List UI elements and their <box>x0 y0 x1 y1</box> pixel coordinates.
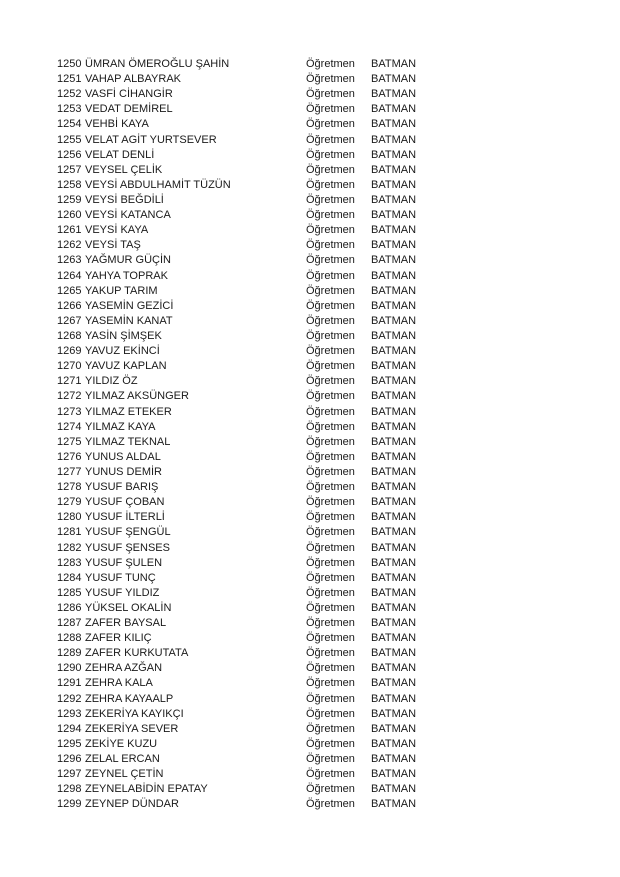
list-item <box>57 102 577 117</box>
list-item <box>57 344 577 359</box>
list-item <box>57 556 577 571</box>
list-item <box>57 87 577 102</box>
person-title: Öğretmen <box>306 420 355 433</box>
person-city: BATMAN <box>371 299 417 312</box>
person-title: Öğretmen <box>306 798 355 811</box>
list-item <box>57 661 577 676</box>
row-number: 1266 <box>57 299 82 312</box>
row-number: 1286 <box>57 601 82 614</box>
person-city: BATMAN <box>371 737 417 750</box>
person-title: Öğretmen <box>306 103 355 116</box>
person-name: YUSUF TUNÇ <box>85 571 156 584</box>
list-item <box>57 389 577 404</box>
person-title: Öğretmen <box>306 314 355 327</box>
person-name: VEHBİ KAYA <box>85 118 149 131</box>
row-number: 1258 <box>57 178 82 191</box>
person-city: BATMAN <box>371 163 417 176</box>
list-item <box>57 646 577 661</box>
person-name: ZEKERİYA KAYIKÇI <box>85 707 184 720</box>
person-city: BATMAN <box>371 465 417 478</box>
row-number: 1285 <box>57 586 82 599</box>
person-title: Öğretmen <box>306 662 355 675</box>
row-number: 1291 <box>57 677 82 690</box>
person-name: YILMAZ AKSÜNGER <box>85 390 189 403</box>
person-name: YUSUF İLTERLİ <box>85 511 165 524</box>
person-name: YUSUF ÇOBAN <box>85 496 165 509</box>
row-number: 1260 <box>57 209 82 222</box>
person-city: BATMAN <box>371 556 417 569</box>
row-number: 1259 <box>57 193 82 206</box>
row-number: 1271 <box>57 375 82 388</box>
person-title: Öğretmen <box>306 73 355 86</box>
person-title: Öğretmen <box>306 163 355 176</box>
person-title: Öğretmen <box>306 88 355 101</box>
row-number: 1262 <box>57 239 82 252</box>
row-number: 1288 <box>57 632 82 645</box>
list-item <box>57 601 577 616</box>
person-title: Öğretmen <box>306 254 355 267</box>
person-city: BATMAN <box>371 148 417 161</box>
person-city: BATMAN <box>371 209 417 222</box>
list-item <box>57 238 577 253</box>
row-number: 1287 <box>57 617 82 630</box>
person-name: ZELAL ERCAN <box>85 753 160 766</box>
person-name: YUNUS ALDAL <box>85 450 161 463</box>
person-name: ZAFER KURKUTATA <box>85 647 189 660</box>
person-city: BATMAN <box>371 375 417 388</box>
person-title: Öğretmen <box>306 405 355 418</box>
row-number: 1265 <box>57 284 82 297</box>
person-title: Öğretmen <box>306 617 355 630</box>
person-name: VASFİ CİHANGİR <box>85 88 173 101</box>
person-name: YAVUZ KAPLAN <box>85 360 167 373</box>
person-title: Öğretmen <box>306 632 355 645</box>
person-city: BATMAN <box>371 254 417 267</box>
personnel-list <box>57 57 577 812</box>
list-item <box>57 133 577 148</box>
person-title: Öğretmen <box>306 375 355 388</box>
row-number: 1256 <box>57 148 82 161</box>
person-city: BATMAN <box>371 420 417 433</box>
list-item <box>57 178 577 193</box>
person-title: Öğretmen <box>306 299 355 312</box>
list-item <box>57 57 577 72</box>
list-item <box>57 117 577 132</box>
list-item <box>57 148 577 163</box>
person-title: Öğretmen <box>306 284 355 297</box>
list-item <box>57 405 577 420</box>
person-title: Öğretmen <box>306 783 355 796</box>
row-number: 1279 <box>57 496 82 509</box>
person-name: ZEKİYE KUZU <box>85 737 158 750</box>
person-city: BATMAN <box>371 571 417 584</box>
list-item <box>57 616 577 631</box>
person-name: YAĞMUR GÜÇİN <box>85 254 171 267</box>
person-name: YUSUF YILDIZ <box>85 586 160 599</box>
list-item <box>57 269 577 284</box>
person-city: BATMAN <box>371 798 417 811</box>
list-item <box>57 722 577 737</box>
person-name: ZEHRA KALA <box>85 677 153 690</box>
person-name: ZEKERİYA SEVER <box>85 722 179 735</box>
person-city: BATMAN <box>371 435 417 448</box>
person-title: Öğretmen <box>306 753 355 766</box>
row-number: 1275 <box>57 435 82 448</box>
person-city: BATMAN <box>371 360 417 373</box>
person-name: ZEHRA KAYAALP <box>85 692 174 705</box>
list-item <box>57 495 577 510</box>
row-number: 1272 <box>57 390 82 403</box>
person-city: BATMAN <box>371 707 417 720</box>
person-title: Öğretmen <box>306 390 355 403</box>
person-title: Öğretmen <box>306 737 355 750</box>
row-number: 1263 <box>57 254 82 267</box>
list-item <box>57 223 577 238</box>
row-number: 1269 <box>57 345 82 358</box>
person-city: BATMAN <box>371 103 417 116</box>
person-title: Öğretmen <box>306 496 355 509</box>
person-name: ZEYNELABİDİN EPATAY <box>85 783 208 796</box>
person-city: BATMAN <box>371 269 417 282</box>
person-name: YAVUZ EKİNCİ <box>85 345 160 358</box>
list-item <box>57 752 577 767</box>
person-name: ZAFER BAYSAL <box>85 617 167 630</box>
row-number: 1292 <box>57 692 82 705</box>
person-title: Öğretmen <box>306 511 355 524</box>
person-city: BATMAN <box>371 314 417 327</box>
list-item <box>57 374 577 389</box>
person-title: Öğretmen <box>306 345 355 358</box>
person-name: ZEYNEL ÇETİN <box>85 768 164 781</box>
person-title: Öğretmen <box>306 541 355 554</box>
row-number: 1264 <box>57 269 82 282</box>
list-item <box>57 692 577 707</box>
person-name: YUSUF ŞULEN <box>85 556 163 569</box>
person-name: YUSUF ŞENGÜL <box>85 526 171 539</box>
person-city: BATMAN <box>371 647 417 660</box>
person-city: BATMAN <box>371 753 417 766</box>
person-title: Öğretmen <box>306 450 355 463</box>
person-title: Öğretmen <box>306 435 355 448</box>
person-name: YILMAZ TEKNAL <box>85 435 171 448</box>
row-number: 1296 <box>57 753 82 766</box>
person-title: Öğretmen <box>306 133 355 146</box>
person-city: BATMAN <box>371 783 417 796</box>
person-name: VELAT AGİT YURTSEVER <box>85 133 217 146</box>
row-number: 1280 <box>57 511 82 524</box>
person-name: YUNUS DEMİR <box>85 465 163 478</box>
person-title: Öğretmen <box>306 556 355 569</box>
person-title: Öğretmen <box>306 178 355 191</box>
person-name: VELAT DENLİ <box>85 148 155 161</box>
list-item <box>57 541 577 556</box>
list-item <box>57 299 577 314</box>
person-name: ZEYNEP DÜNDAR <box>85 798 179 811</box>
list-item <box>57 510 577 525</box>
person-title: Öğretmen <box>306 647 355 660</box>
person-title: Öğretmen <box>306 526 355 539</box>
list-item <box>57 450 577 465</box>
person-title: Öğretmen <box>306 768 355 781</box>
person-city: BATMAN <box>371 511 417 524</box>
row-number: 1276 <box>57 450 82 463</box>
person-city: BATMAN <box>371 193 417 206</box>
row-number: 1283 <box>57 556 82 569</box>
row-number: 1277 <box>57 465 82 478</box>
person-city: BATMAN <box>371 768 417 781</box>
list-item <box>57 420 577 435</box>
person-title: Öğretmen <box>306 329 355 342</box>
person-city: BATMAN <box>371 526 417 539</box>
row-number: 1290 <box>57 662 82 675</box>
person-title: Öğretmen <box>306 481 355 494</box>
person-title: Öğretmen <box>306 722 355 735</box>
person-name: YAHYA TOPRAK <box>85 269 168 282</box>
list-item <box>57 208 577 223</box>
list-item <box>57 329 577 344</box>
person-title: Öğretmen <box>306 269 355 282</box>
person-name: YASİN ŞİMŞEK <box>85 329 162 342</box>
row-number: 1295 <box>57 737 82 750</box>
list-item <box>57 72 577 87</box>
row-number: 1250 <box>57 58 82 70</box>
person-title: Öğretmen <box>306 239 355 252</box>
list-item <box>57 571 577 586</box>
person-title: Öğretmen <box>306 571 355 584</box>
person-title: Öğretmen <box>306 193 355 206</box>
list-item <box>57 782 577 797</box>
person-name: VEDAT DEMİREL <box>85 103 173 116</box>
list-item <box>57 465 577 480</box>
row-number: 1278 <box>57 481 82 494</box>
list-item <box>57 284 577 299</box>
list-item <box>57 435 577 450</box>
person-title: Öğretmen <box>306 118 355 131</box>
row-number: 1267 <box>57 314 82 327</box>
row-number: 1255 <box>57 133 82 146</box>
person-city: BATMAN <box>371 88 417 101</box>
person-name: YUSUF ŞENSES <box>85 541 170 554</box>
row-number: 1289 <box>57 647 82 660</box>
person-city: BATMAN <box>371 617 417 630</box>
person-city: BATMAN <box>371 329 417 342</box>
list-item <box>57 586 577 601</box>
person-name: YASEMİN GEZİCİ <box>85 299 174 312</box>
row-number: 1253 <box>57 103 82 116</box>
person-city: BATMAN <box>371 662 417 675</box>
list-item <box>57 359 577 374</box>
person-name: VEYSİ KAYA <box>85 224 149 237</box>
person-title: Öğretmen <box>306 677 355 690</box>
person-city: BATMAN <box>371 601 417 614</box>
person-title: Öğretmen <box>306 360 355 373</box>
person-title: Öğretmen <box>306 586 355 599</box>
person-city: BATMAN <box>371 586 417 599</box>
person-city: BATMAN <box>371 450 417 463</box>
row-number: 1268 <box>57 329 82 342</box>
person-name: YILMAZ ETEKER <box>85 405 172 418</box>
person-city: BATMAN <box>371 178 417 191</box>
list-item <box>57 631 577 646</box>
list-item <box>57 163 577 178</box>
list-item <box>57 193 577 208</box>
row-number: 1297 <box>57 768 82 781</box>
row-number: 1274 <box>57 420 82 433</box>
person-name: YUSUF BARIŞ <box>85 481 159 494</box>
person-name: ZEHRA AZĞAN <box>85 662 163 675</box>
list-item <box>57 676 577 691</box>
person-city: BATMAN <box>371 541 417 554</box>
person-name: VEYSİ BEĞDİLİ <box>85 193 164 206</box>
row-number: 1298 <box>57 783 82 796</box>
person-city: BATMAN <box>371 632 417 645</box>
person-name: YASEMİN KANAT <box>85 314 173 327</box>
person-city: BATMAN <box>371 284 417 297</box>
person-city: BATMAN <box>371 677 417 690</box>
person-name: YILMAZ KAYA <box>85 420 156 433</box>
person-city: BATMAN <box>371 496 417 509</box>
person-city: BATMAN <box>371 722 417 735</box>
person-name: VEYSİ KATANCA <box>85 209 171 222</box>
list-item <box>57 525 577 540</box>
person-city: BATMAN <box>371 345 417 358</box>
person-title: Öğretmen <box>306 465 355 478</box>
person-name: ZAFER KILIÇ <box>85 632 152 645</box>
person-name: YÜKSEL OKALİN <box>85 601 172 614</box>
list-item <box>57 767 577 782</box>
person-title: Öğretmen <box>306 707 355 720</box>
row-number: 1254 <box>57 118 82 131</box>
row-number: 1294 <box>57 722 82 735</box>
person-city: BATMAN <box>371 390 417 403</box>
person-name: ÜMRAN ÖMEROĞLU ŞAHİN <box>85 58 230 70</box>
person-city: BATMAN <box>371 58 417 70</box>
row-number: 1273 <box>57 405 82 418</box>
person-name: YILDIZ ÖZ <box>85 375 138 388</box>
person-city: BATMAN <box>371 73 417 86</box>
person-city: BATMAN <box>371 239 417 252</box>
person-city: BATMAN <box>371 118 417 131</box>
list-item <box>57 253 577 268</box>
person-title: Öğretmen <box>306 209 355 222</box>
row-number: 1284 <box>57 571 82 584</box>
row-number: 1282 <box>57 541 82 554</box>
row-number: 1257 <box>57 163 82 176</box>
list-item <box>57 797 577 812</box>
person-name: VEYSEL ÇELİK <box>85 163 163 176</box>
person-title: Öğretmen <box>306 148 355 161</box>
row-number: 1251 <box>57 73 82 86</box>
row-number: 1270 <box>57 360 82 373</box>
person-city: BATMAN <box>371 224 417 237</box>
list-item <box>57 737 577 752</box>
row-number: 1252 <box>57 88 82 101</box>
person-name: VEYSİ ABDULHAMİT TÜZÜN <box>85 178 231 191</box>
person-title: Öğretmen <box>306 58 355 70</box>
person-name: VEYSİ TAŞ <box>85 239 141 252</box>
person-title: Öğretmen <box>306 601 355 614</box>
list-item <box>57 314 577 329</box>
row-number: 1261 <box>57 224 82 237</box>
list-item <box>57 480 577 495</box>
person-city: BATMAN <box>371 692 417 705</box>
list-item <box>57 707 577 722</box>
person-title: Öğretmen <box>306 692 355 705</box>
person-city: BATMAN <box>371 481 417 494</box>
person-city: BATMAN <box>371 405 417 418</box>
person-name: YAKUP TARIM <box>85 284 158 297</box>
person-city: BATMAN <box>371 133 417 146</box>
person-title: Öğretmen <box>306 224 355 237</box>
row-number: 1299 <box>57 798 82 811</box>
row-number: 1281 <box>57 526 82 539</box>
row-number: 1293 <box>57 707 82 720</box>
person-name: VAHAP ALBAYRAK <box>85 73 181 86</box>
